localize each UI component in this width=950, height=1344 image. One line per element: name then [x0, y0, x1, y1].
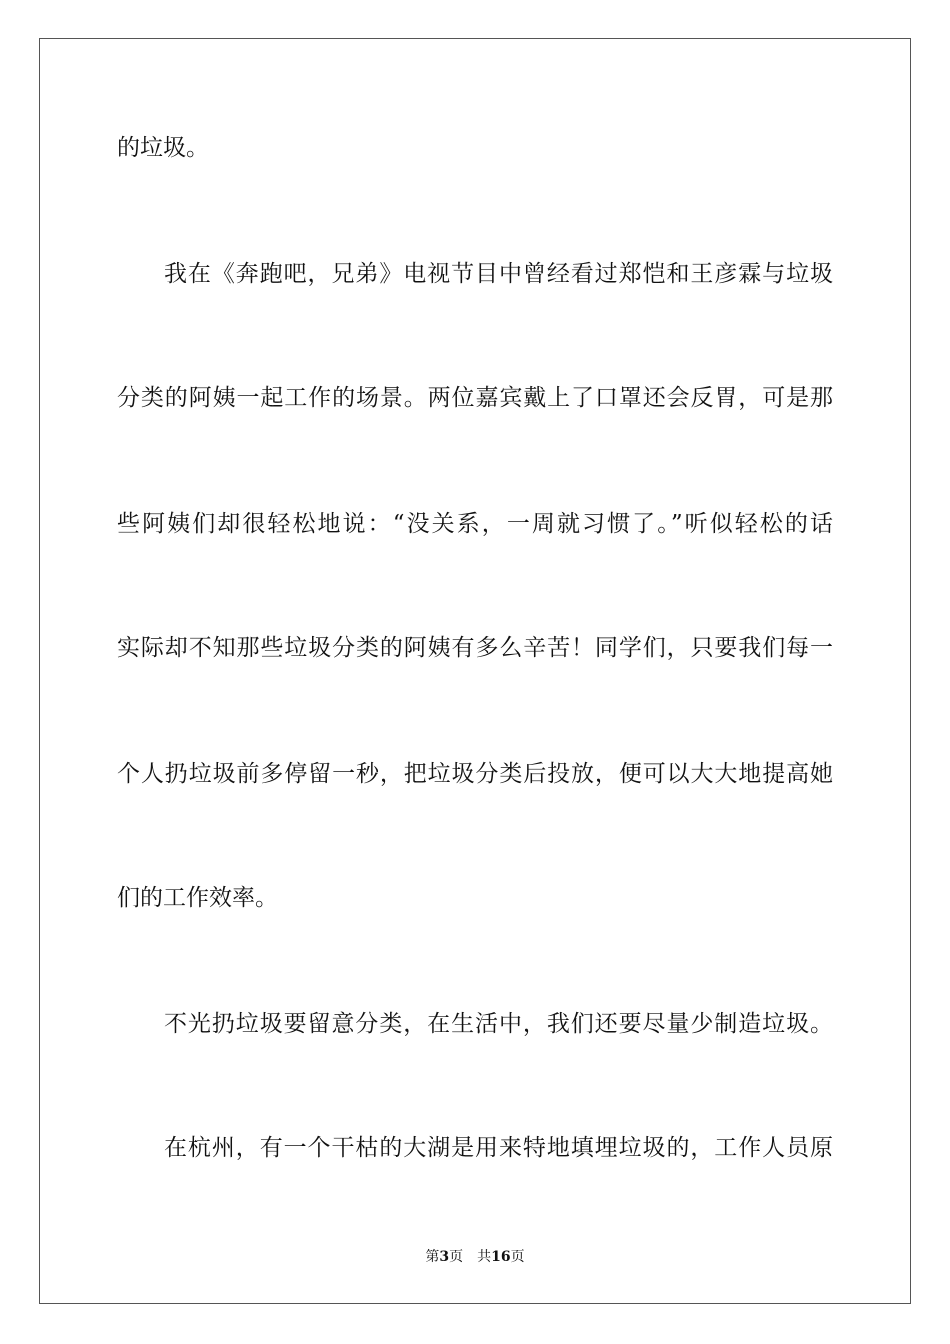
total-pages: 16: [491, 1249, 511, 1265]
text-line-9: 在杭州，有一个干枯的大湖是用来特地填埋垃圾的，工作人员原: [164, 1135, 833, 1161]
total-suffix: 页: [510, 1249, 525, 1265]
page-footer: [0, 1247, 950, 1267]
text-line-1: 的垃圾。: [117, 135, 209, 161]
total-prefix: 共: [477, 1249, 492, 1265]
text-line-7: 们的工作效率。: [117, 885, 278, 911]
page-border: [39, 38, 911, 1304]
page-prefix: 第: [425, 1249, 440, 1265]
page-number: 3: [439, 1249, 450, 1265]
text-line-3: 分类的阿姨一起工作的场景。两位嘉宾戴上了口罩还会反胃，可是那: [117, 385, 833, 411]
text-line-2: 我在《奔跑吧，兄弟》电视节目中曾经看过郑恺和王彦霖与垃圾: [164, 261, 833, 287]
page-suffix: 页: [449, 1249, 464, 1265]
text-line-5: 实际却不知那些垃圾分类的阿姨有多么辛苦！同学们，只要我们每一: [117, 635, 833, 661]
text-line-4: 些阿姨们却很轻松地说：“没关系，一周就习惯了。”听似轻松的话: [117, 511, 833, 537]
text-line-6: 个人扔垃圾前多停留一秒，把垃圾分类后投放，便可以大大地提高她: [117, 761, 833, 787]
text-line-8: 不光扔垃圾要留意分类，在生活中，我们还要尽量少制造垃圾。: [164, 1011, 833, 1037]
